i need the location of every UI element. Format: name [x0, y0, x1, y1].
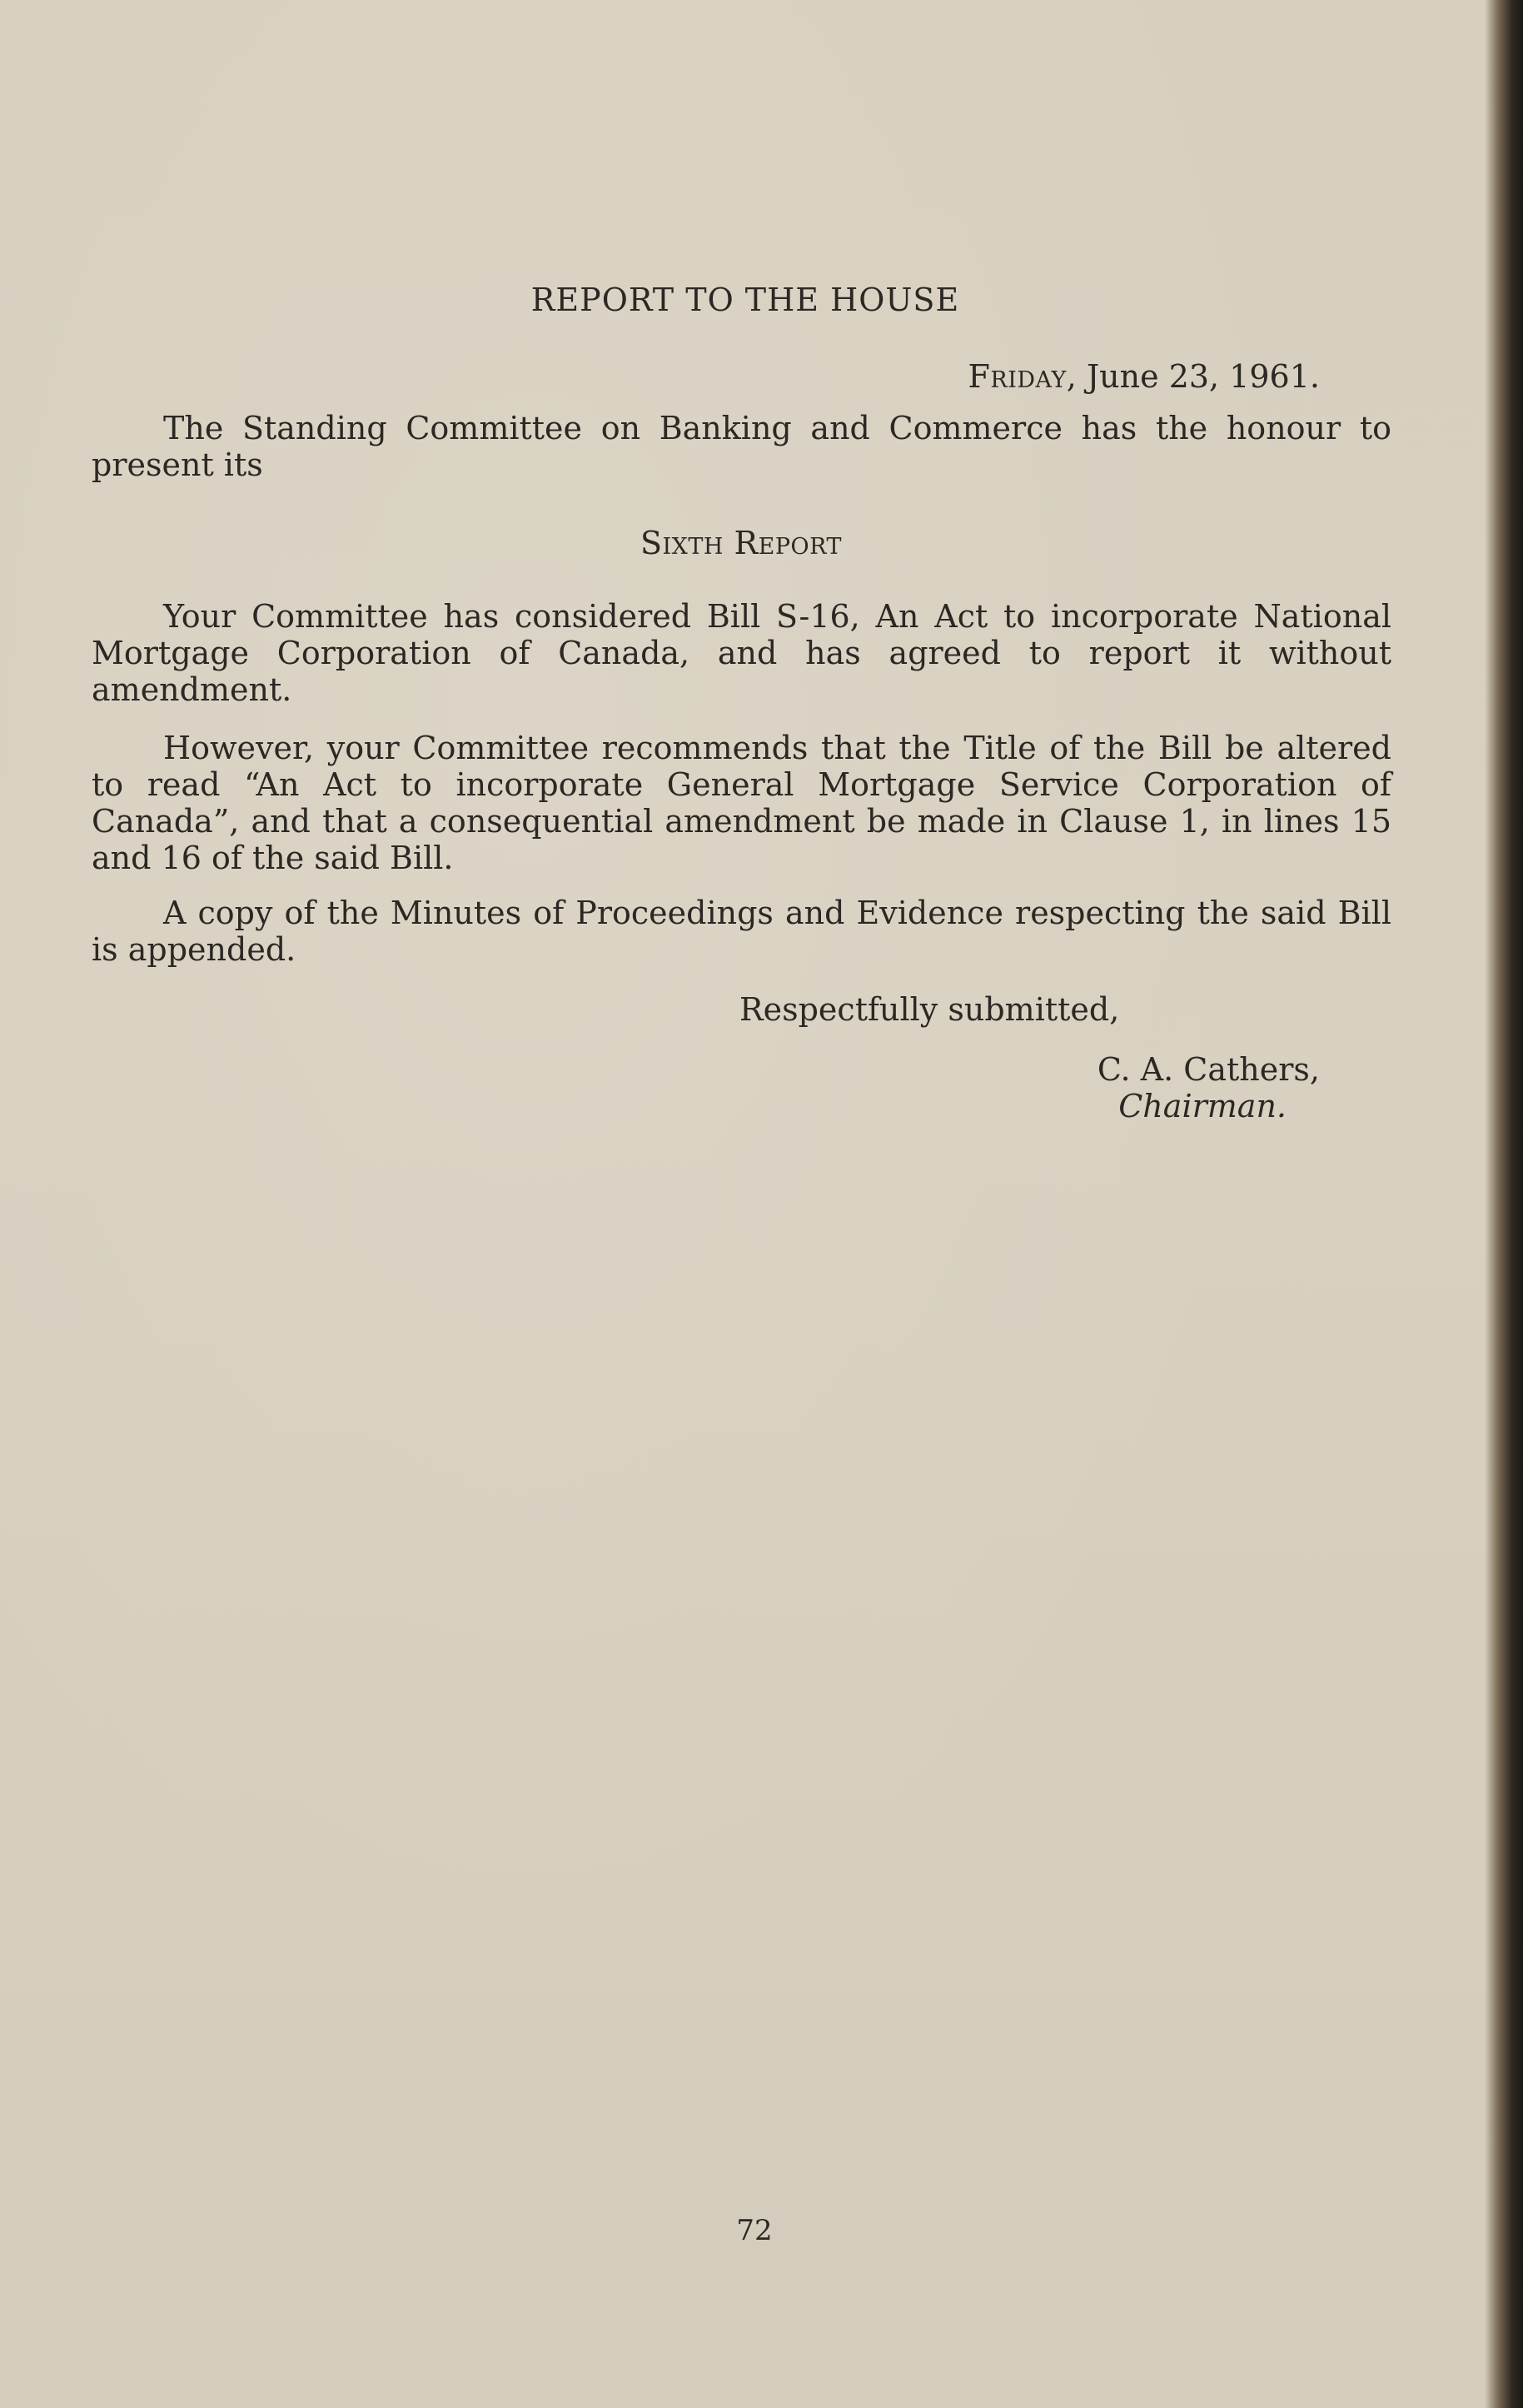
- signer-name: C. A. Cathers,: [1097, 1051, 1320, 1088]
- book-spine-edge: [1485, 0, 1523, 2408]
- report-heading: Sixth Report: [640, 525, 843, 561]
- body-paragraph: However, your Committee recommends that the Title of the Bill be altered to read “An Act to incorporate General Mortgage Service Corporation of Canada”, and that a consequential amendment be made in Clause 1, in lines 15 and 16 of the said Bill.: [92, 730, 1391, 876]
- page-number: 72: [736, 2214, 773, 2247]
- body-paragraph: Your Committee has considered Bill S-16, An Act to incorporate National Mortgage Corporation of Canada, and has agreed to report it without amendment.: [92, 598, 1391, 708]
- intro-paragraph: The Standing Committee on Banking and Commerce has the honour to present its: [92, 410, 1391, 483]
- report-date-rest: , June 23, 1961.: [1066, 358, 1320, 395]
- body-paragraph: A copy of the Minutes of Proceedings and Evidence respecting the said Bill is appended.: [92, 895, 1391, 968]
- report-date: [0, 358, 1320, 395]
- report-title: REPORT TO THE HOUSE: [530, 282, 960, 318]
- closing-line: Respectfully submitted,: [739, 991, 1120, 1028]
- report-date-day: Friday: [968, 358, 1067, 395]
- signer-title: Chairman.: [1118, 1088, 1287, 1124]
